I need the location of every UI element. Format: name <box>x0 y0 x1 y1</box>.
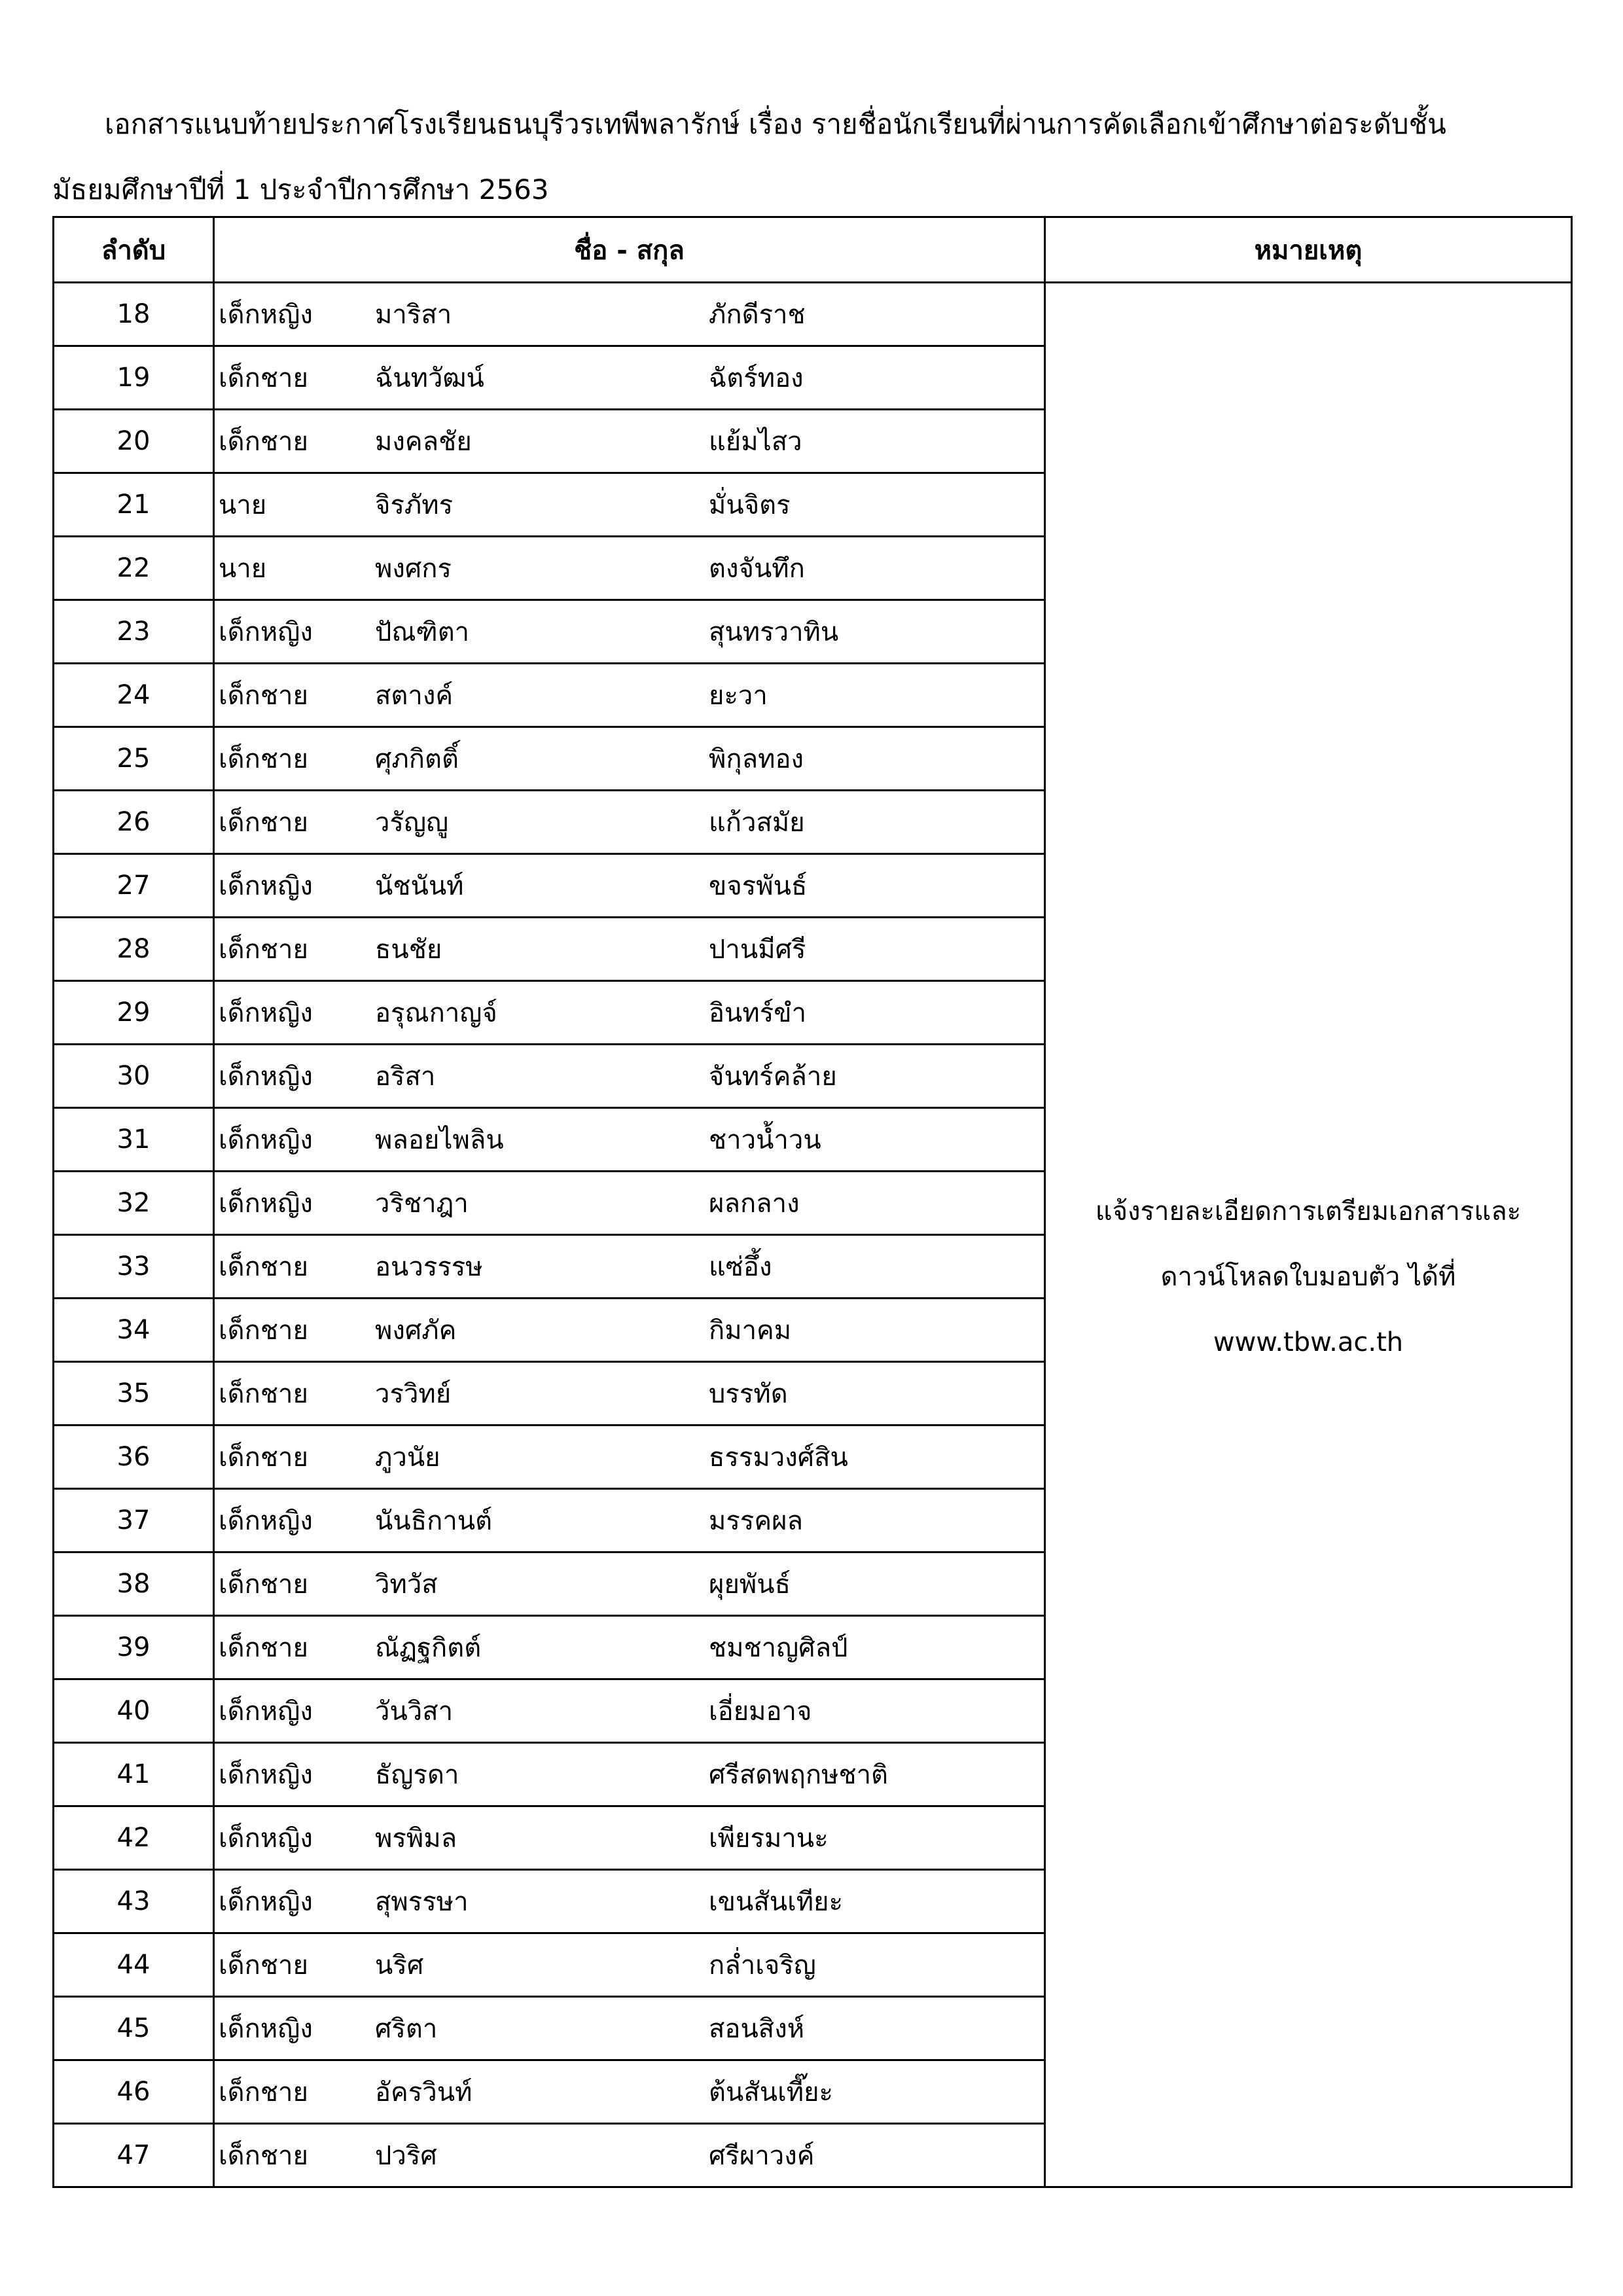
first-name: ธนชัย <box>375 935 442 965</box>
first-name: พลอยไพลิน <box>375 1125 504 1155</box>
header-note: หมายเหตุ <box>1045 217 1572 283</box>
row-order-number: 25 <box>54 727 214 791</box>
row-full-name <box>214 473 1045 537</box>
first-name: ศุภกิตติ์ <box>375 744 459 774</box>
row-order-number: 45 <box>54 1997 214 2060</box>
name-prefix: เด็กชาย <box>219 1950 308 1981</box>
row-order-number: 30 <box>54 1045 214 1108</box>
row-order-number: 23 <box>54 600 214 664</box>
first-name: จิรภัทร <box>375 490 454 520</box>
name-prefix: เด็กหญิง <box>219 998 313 1028</box>
first-name: อัครวินท์ <box>375 2077 473 2108</box>
row-order-number: 46 <box>54 2060 214 2124</box>
first-name: วันวิสา <box>375 1696 454 1727</box>
first-name: นัชนันท์ <box>375 871 464 901</box>
last-name: ยะวา <box>709 681 768 711</box>
name-prefix: เด็กชาย <box>219 363 308 393</box>
name-prefix: เด็กชาย <box>219 2077 308 2108</box>
last-name: ศรีผาวงค์ <box>709 2141 815 2171</box>
last-name: มรรคผล <box>709 1506 804 1536</box>
row-full-name <box>214 664 1045 727</box>
name-prefix: เด็กหญิง <box>219 1887 313 1917</box>
row-order-number: 19 <box>54 346 214 410</box>
first-name: อริสา <box>375 1062 436 1092</box>
first-name: วิทวัส <box>375 1570 438 1600</box>
last-name: บรรทัด <box>709 1379 788 1409</box>
name-prefix: เด็กหญิง <box>219 1823 313 1854</box>
last-name: เขนสันเทียะ <box>709 1887 844 1917</box>
row-order-number: 24 <box>54 664 214 727</box>
last-name: เพียรมานะ <box>709 1823 829 1854</box>
row-order-number: 18 <box>54 283 214 346</box>
last-name: ชมชาญศิลป์ <box>709 1633 848 1663</box>
first-name: นริศ <box>375 1950 424 1981</box>
last-name: ศรีสดพฤกษชาติ <box>709 1760 889 1790</box>
first-name: มงคลชัย <box>375 427 472 457</box>
last-name: ต้นสันเที๊ยะ <box>709 2077 834 2108</box>
last-name: พิกุลทอง <box>709 744 804 774</box>
table-body <box>54 283 1572 2187</box>
row-full-name <box>214 727 1045 791</box>
last-name: ตงจันทึก <box>709 554 805 584</box>
row-full-name <box>214 1806 1045 1870</box>
name-prefix: เด็กหญิง <box>219 1506 313 1536</box>
last-name: ธรรมวงศ์สิน <box>709 1443 848 1473</box>
row-full-name <box>214 1172 1045 1235</box>
row-full-name <box>214 1552 1045 1616</box>
row-order-number: 27 <box>54 854 214 918</box>
row-full-name <box>214 1362 1045 1426</box>
last-name: ฉัตร์ทอง <box>709 363 804 393</box>
row-full-name <box>214 1933 1045 1997</box>
row-full-name <box>214 1235 1045 1299</box>
first-name: วริชาฎา <box>375 1189 469 1219</box>
row-full-name <box>214 1045 1045 1108</box>
name-prefix: นาย <box>219 490 267 520</box>
header-name: ชื่อ - สกุล <box>214 217 1045 283</box>
row-order-number: 34 <box>54 1299 214 1362</box>
row-order-number: 21 <box>54 473 214 537</box>
row-order-number: 29 <box>54 981 214 1045</box>
first-name: พงศกร <box>375 554 452 584</box>
name-prefix: นาย <box>219 554 267 584</box>
row-order-number: 44 <box>54 1933 214 1997</box>
row-order-number: 26 <box>54 791 214 854</box>
row-order-number: 41 <box>54 1743 214 1806</box>
name-prefix: เด็กหญิง <box>219 1696 313 1727</box>
row-full-name <box>214 1426 1045 1489</box>
intro-line-1: เอกสารแนบท้ายประกาศโรงเรียนธนบุรีวรเทพีพลารักษ์ เรื่อง รายชื่อนักเรียนที่ผ่านการคัดเลือกเข้าศึกษาต่อระดับชั้น <box>105 108 1446 140</box>
row-full-name <box>214 1108 1045 1172</box>
name-prefix: เด็กชาย <box>219 1252 308 1282</box>
row-order-number: 31 <box>54 1108 214 1172</box>
name-prefix: เด็กชาย <box>219 2141 308 2171</box>
first-name: อนวรรรษ <box>375 1252 483 1282</box>
name-prefix: เด็กชาย <box>219 681 308 711</box>
last-name: อินทร์ขำ <box>709 998 807 1028</box>
name-prefix: เด็กชาย <box>219 1570 308 1600</box>
name-prefix: เด็กหญิง <box>219 2014 313 2044</box>
first-name: วรวิทย์ <box>375 1379 452 1409</box>
name-prefix: เด็กหญิง <box>219 1189 313 1219</box>
first-name: ธัญรดา <box>375 1760 459 1790</box>
first-name: ปวริศ <box>375 2141 437 2171</box>
first-name: มาริสา <box>375 300 452 330</box>
row-order-number: 47 <box>54 2124 214 2187</box>
remarks-line: แจ้งรายละเอียดการเตรียมเอกสารและ <box>1095 1196 1522 1227</box>
remarks-line: ดาวน์โหลดใบมอบตัว ได้ที่ <box>1160 1261 1456 1292</box>
first-name: ศริตา <box>375 2014 438 2044</box>
row-full-name <box>214 981 1045 1045</box>
row-full-name <box>214 1616 1045 1679</box>
name-prefix: เด็กหญิง <box>219 1062 313 1092</box>
name-prefix: เด็กหญิง <box>219 617 313 647</box>
table-header-row <box>54 217 1572 283</box>
first-name: พรพิมล <box>375 1823 457 1854</box>
row-order-number: 39 <box>54 1616 214 1679</box>
name-prefix: เด็กชาย <box>219 744 308 774</box>
document-intro <box>52 92 1571 223</box>
first-name: พงศภัค <box>375 1316 457 1346</box>
name-prefix: เด็กชาย <box>219 1443 308 1473</box>
name-prefix: เด็กชาย <box>219 1633 308 1663</box>
first-name: อรุณกาญจ์ <box>375 998 497 1028</box>
first-name: ปัณฑิตา <box>375 617 470 647</box>
row-order-number: 33 <box>54 1235 214 1299</box>
table-row <box>54 283 1572 346</box>
row-order-number: 28 <box>54 918 214 981</box>
row-order-number: 20 <box>54 410 214 473</box>
website-url-text: www.tbw.ac.th <box>1213 1327 1404 1357</box>
row-order-number: 22 <box>54 537 214 600</box>
student-roster-table <box>52 216 1573 2188</box>
name-prefix: เด็กชาย <box>219 1379 308 1409</box>
row-full-name <box>214 1679 1045 1743</box>
last-name: สอนสิงห์ <box>709 2014 805 2044</box>
row-full-name <box>214 1489 1045 1552</box>
last-name: ภักดีราช <box>709 300 806 330</box>
name-prefix: เด็กหญิง <box>219 1760 313 1790</box>
name-prefix: เด็กหญิง <box>219 300 313 330</box>
row-order-number: 36 <box>54 1426 214 1489</box>
first-name: นันธิกานต์ <box>375 1506 493 1536</box>
name-prefix: เด็กหญิง <box>219 871 313 901</box>
row-full-name <box>214 600 1045 664</box>
row-full-name <box>214 1299 1045 1362</box>
row-order-number: 37 <box>54 1489 214 1552</box>
intro-line-2: มัธยมศึกษาปีที่ 1 ประจำปีการศึกษา 2563 <box>52 173 549 206</box>
last-name: ชาวน้ำวน <box>709 1125 821 1155</box>
last-name: ขจรพันธ์ <box>709 871 808 901</box>
last-name: แย้มไสว <box>709 427 802 457</box>
first-name: สุพรรษา <box>375 1887 469 1917</box>
row-full-name <box>214 854 1045 918</box>
last-name: ผุยพันธ์ <box>709 1570 791 1600</box>
name-prefix: เด็กชาย <box>219 1316 308 1346</box>
first-name: ฉันทวัฒน์ <box>375 363 484 393</box>
row-order-number: 38 <box>54 1552 214 1616</box>
row-full-name <box>214 2124 1045 2187</box>
last-name: เอี่ยมอาจ <box>709 1696 812 1727</box>
remarks-text <box>1046 1095 1571 1375</box>
row-full-name <box>214 537 1045 600</box>
name-prefix: เด็กหญิง <box>219 1125 313 1155</box>
name-prefix: เด็กชาย <box>219 935 308 965</box>
row-order-number: 32 <box>54 1172 214 1235</box>
first-name: สตางค์ <box>375 681 454 711</box>
row-full-name <box>214 346 1045 410</box>
last-name: แก้วสมัย <box>709 808 805 838</box>
remarks-cell <box>1045 283 1572 2187</box>
row-full-name <box>214 283 1045 346</box>
row-order-number: 43 <box>54 1870 214 1933</box>
last-name: สุนทรวาทิน <box>709 617 839 647</box>
name-prefix: เด็กชาย <box>219 808 308 838</box>
last-name: ผลกลาง <box>709 1189 800 1219</box>
row-order-number: 35 <box>54 1362 214 1426</box>
row-full-name <box>214 791 1045 854</box>
first-name: ภูวนัย <box>375 1443 440 1473</box>
row-full-name <box>214 1743 1045 1806</box>
header-order: ลำดับ <box>54 217 214 283</box>
first-name: วรัญญู <box>375 808 449 838</box>
row-order-number: 42 <box>54 1806 214 1870</box>
row-full-name <box>214 918 1045 981</box>
row-full-name <box>214 1997 1045 2060</box>
last-name: กล่ำเจริญ <box>709 1950 816 1981</box>
name-prefix: เด็กชาย <box>219 427 308 457</box>
last-name: มั่นจิตร <box>709 490 791 520</box>
last-name: จันทร์คล้าย <box>709 1062 837 1092</box>
row-full-name <box>214 410 1045 473</box>
row-full-name <box>214 2060 1045 2124</box>
last-name: แซ่อึ้ง <box>709 1252 772 1282</box>
row-order-number: 40 <box>54 1679 214 1743</box>
first-name: ณัฏฐกิตต์ <box>375 1633 482 1663</box>
row-full-name <box>214 1870 1045 1933</box>
last-name: ปานมีศรี <box>709 935 806 965</box>
last-name: กิมาคม <box>709 1316 792 1346</box>
